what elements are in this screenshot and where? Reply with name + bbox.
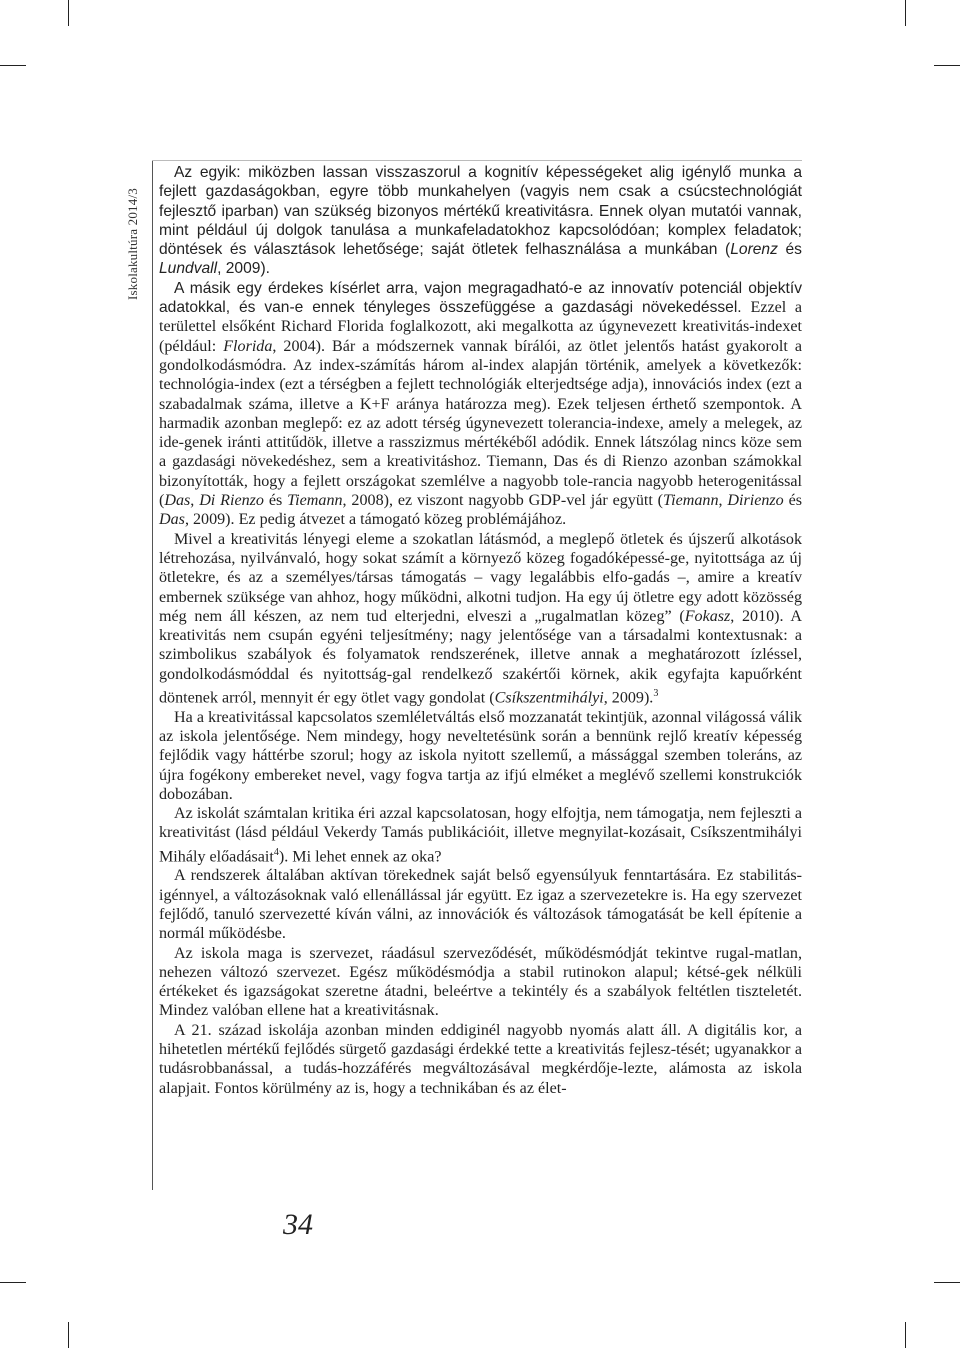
footnote-ref: 3 (653, 688, 659, 700)
margin-rule (152, 160, 153, 1190)
text-run: Ha a kreativitással kapcsolatos szemléletváltás első mozzanatát tekintjük, azonnal világossá válik az iskola jelentősége. Nem mindegy, hogy neveltetésünk során a bennünk rejlő kreatív képesség fejlődik vagy háttérbe szorul; hogy az iskola nyitott szellemű, a mássággal szemben toleráns, az újra fogékony embereket nevel, vagy fogva tartja az ifjú elméket a meglévő szellemi konstrukciók dobozában. (159, 708, 802, 803)
crop-mark-bottom-left (68, 1322, 69, 1348)
crop-mark-top-left (68, 0, 69, 26)
text-run: ). Mi lehet ennek az oka? (278, 848, 442, 866)
text-run: és (783, 492, 802, 510)
citation-name: Das (164, 492, 191, 510)
text-run: Mivel a kreativitás lényegi eleme a szokatlan látásmód, a meglepő ötletek és újszerű alkotások létrehozása, nyilvánvaló, hogy sokat számít a környező közeg fogadóképessé-ge, nyitottsága az új ötletekre, és az a személyes/társas támogatás – vagy legalábbis elfo-gadás –, amire a kreatív embernek szüksége van ahhoz, hogy működni, alkotni tudjon. Ha egy új ötletre egy adott közösség még nem áll készen, az nem tud elterjedni, elveszi a „rugalmatlan közeg” ( (159, 530, 802, 625)
running-head: Iskolakultúra 2014/3 (125, 188, 140, 300)
text-run: , 2009). (217, 260, 270, 278)
text-run: Az iskolát számtalan kritika éri azzal kapcsolatosan, hogy elfojtja, nem támogatja, nem fejleszti a kreativitást (lásd például Vekerdy Tamás publikációit, illetve megnyilat-kozásait, Csíkszentmihályi Mihály előadásait (159, 805, 802, 866)
citation-name: Das (159, 511, 185, 529)
paragraph (159, 708, 802, 804)
text-run: A 21. század iskolája azonban minden eddiginél nagyobb nyomás alatt áll. A digitális kor, a hihetetlen mértékű fejlődés sürgető gazdasági érdekké tette a kreativitás fejlesz-tését; ugyanakkor a tudásrobbanással, a tudás-hozzáférés megváltozásával megkérdője-lezte, alámosta az iskola alapjait. Fontos körülmény az is, hogy a technikában és az élet- (159, 1021, 802, 1097)
crop-mark-top-right (905, 0, 906, 26)
text-run: Ezzel a területtel elsőként Richard Florida foglalkozott, aki megalkotta az úgynevezett kreativitás-indexet (például: (159, 299, 802, 355)
crop-mark-left-bottom (0, 1282, 26, 1283)
header-rule (152, 160, 802, 161)
text-run: és (263, 492, 288, 510)
citation-name: Florida (223, 337, 273, 355)
crop-mark-bottom-right (905, 1322, 906, 1348)
text-run: , (718, 492, 728, 510)
paragraph (159, 279, 802, 530)
text-run: , 2010). A kreativitás nem csupán egyéni teljesítmény; nagy jelentősége van a társadalmi kontextusnak: a szimbolikus szabályok és folyamatok rendszerének, illetve annak a meghatározott ízléssel, gondolkodásmóddal és nyitottság-gal rendelkező szakértői körnek, akik egyfajta kapuőrként döntenek arról, mennyit ér egy ötlet vagy gondolat ( (159, 607, 802, 707)
citation-name: Lundvall (159, 260, 218, 278)
citation-name: Tiemann (287, 492, 343, 510)
text-run: és (777, 241, 802, 259)
text-run: A másik egy érdekes kísérlet arra, vajon megragadható-e az innovatív potenciál objektív adatokkal, és van-e ennek tényleges összefüggése a gazdasági növekedéssel. (159, 279, 802, 317)
text-run: , 2004). Bár a módszernek vannak bírálói, az ötlet jelentős hatást gyakorolt a gondolkodásmódra. Az index-számítás három al-index alapján történik, amelyek a következők: technológia-index (ezt a térségben a fejlett technológiák elterjedtsége adja), innovációs index (ezt a szabadalmak száma, illetve a K+F aránya határozza meg). Ezek teljesen érthető szempontok. A harmadik azonban meglepő: ez az adott térség úgynevezett tolerancia-indexe, amely a melegek, az ide-genek iránti attitűdök, illetve a rasszizmus mértékéből adódik. Ennek látszólag nincs köze sem a gazdasági növekedéshez, sem a kreativitáshoz. Tiemann, Das és di Rienzo azonban számokkal bizonyították, hogy a fejlett országokat szemlélve a nagyobb tole-rancia nagyobb heterogenitással ( (159, 337, 802, 510)
paragraph (159, 1021, 802, 1098)
crop-mark-right-bottom (934, 1282, 960, 1283)
text-run: A rendszerek általában aktívan törekednek saját belső egyensúlyuk fenntartására. Ez stabilitás-igénnyel, a változásoknak való ellenállással jár együtt. Ez igaz a szervezetekre is. Ha egy szervezet fejlődő, tanuló szervezetté kíván válni, az innovációk és változások támogatását be kell építenie a normál működésbe. (159, 867, 802, 943)
text-run: , 2009). Ez pedig átvezet a támogató közeg problémájához. (184, 511, 567, 529)
citation-name: Dirienzo (727, 492, 784, 510)
citation-name: Tiemann (663, 492, 719, 510)
citation-name: Di Rienzo (199, 492, 264, 510)
text-run: , 2009). (603, 689, 654, 707)
page-number: 34 (283, 1208, 313, 1241)
citation-name: Fokasz (684, 607, 731, 625)
citation-name: Lorenz (730, 241, 778, 259)
paragraph (159, 866, 802, 943)
paragraph (159, 804, 802, 866)
body-text (159, 163, 802, 1098)
paragraph (159, 944, 802, 1021)
text-run: , (190, 492, 200, 510)
text-run: Az egyik: miközben lassan visszaszorul a kognitív képességeket alig igénylő munka a fejlett gazdaságokban, egyre több munkahelyen (vagyis nem csak a csúcstechnológiát fejlesztő iparban) van szükség bizonyos mértékű kreativitásra. Ennek olyan mutatói vannak, mint például új dolgok tanulása a munkafeladatokhoz kapcsolódóan; komplex feladatok; döntések és választások lehetősége; saját ötletek felhasználása a munkában ( (159, 164, 802, 259)
crop-mark-right-top (934, 65, 960, 66)
citation-name: Csíkszentmihályi (494, 689, 604, 707)
footnote-ref: 4 (273, 846, 279, 858)
paragraph (159, 530, 802, 708)
text-run: Az iskola maga is szervezet, ráadásul szerveződését, működésmódját tekintve rugal-matlan, nehezen változó szervezet. Egész működésmódja a stabil rutinokon alapul; kétsé-gek nélküli értékeket és igazságokat szeretne átadni, beleértve a tekintély és a szabályok feltétlen tiszteletét. Mindez valóban ellene hat a kreativitásnak. (159, 944, 802, 1020)
paragraph (159, 163, 802, 279)
crop-mark-left-top (0, 65, 26, 66)
text-run: , 2008), ez viszont nagyobb GDP-vel jár együtt ( (342, 492, 664, 510)
